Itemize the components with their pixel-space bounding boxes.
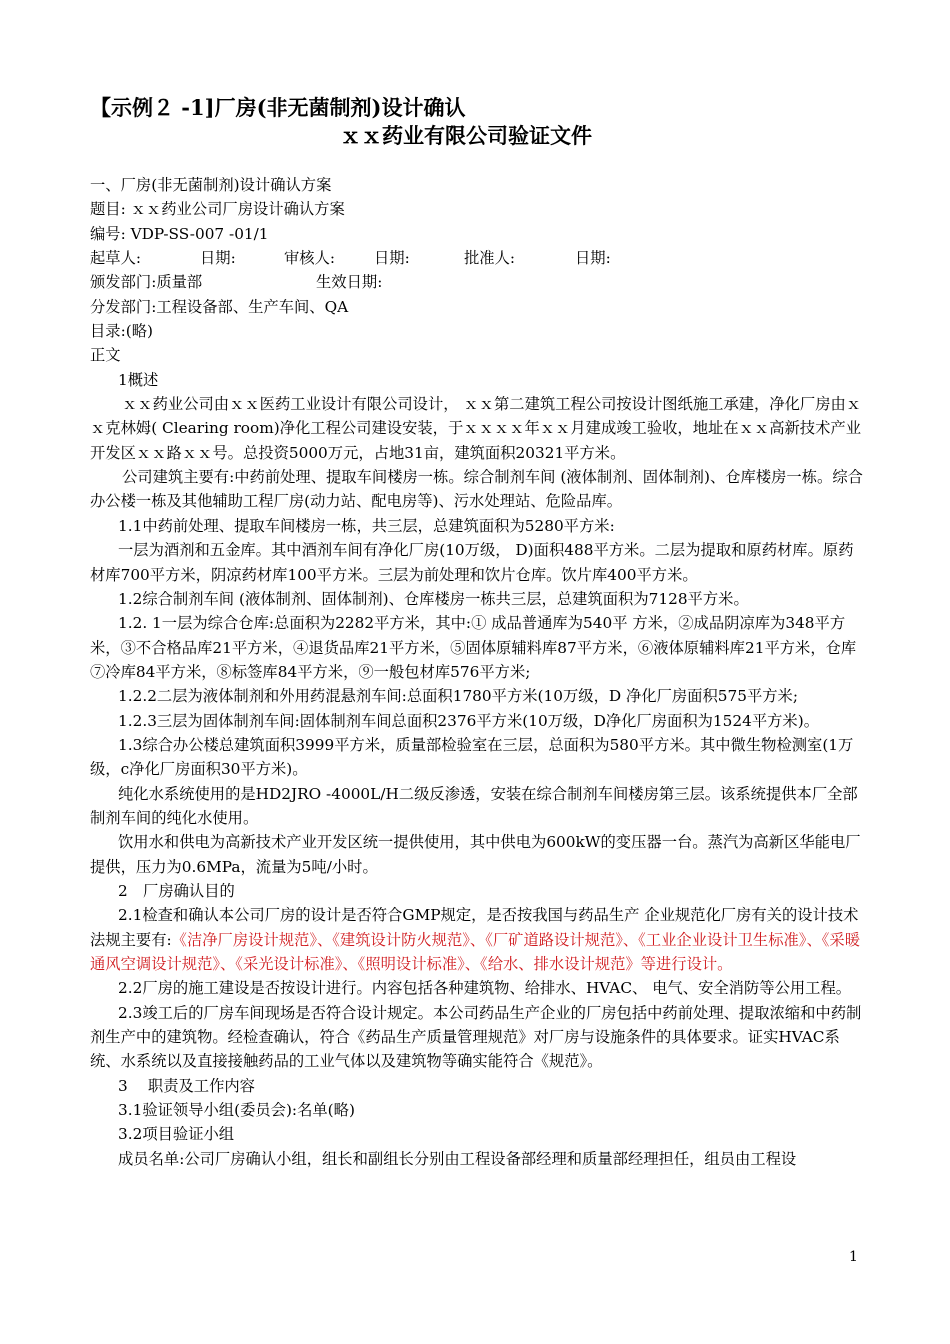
section-1-2-1: 1.2. 1一层为综合仓库:总面积为2282平方米，其中:① 成品普通库为540平 方米，②成品阴凉库为348平方米，③不合格品库21平方米，④退货品库21平方米，⑤固体原辅料库87平方米，⑥液体原辅料库21平方米，仓库⑦冷库84平方米，⑧标签库84平方米，⑨一般包材库576平方米;	[90, 614, 857, 681]
section-3-1: 3.1验证领导小组(委员会):名单(略)	[118, 1101, 355, 1120]
purpose-heading: 2 厂房确认目的	[118, 881, 235, 900]
section-1-2-2: 1.2.2二层为液体制剂和外用药混悬剂车间:总面积1780平方米(10万级，D 净化厂房面积575平方米;	[118, 687, 799, 706]
regulations-list: 《洁净厂房设计规范》、《建筑设计防火规范》、《厂矿道路设计规范》、《工业企业设计卫生标准》、《采暖通风空调设计规范》、《采光设计标准》、《照明设计标准》、《给水、排水设计规范》等进行设计。	[90, 930, 860, 973]
overview-heading: 1概述	[118, 370, 159, 389]
document-body	[90, 173, 866, 1171]
purified-water-paragraph: 纯化水系统使用的是HD2JRO -4000L/H二级反渗透，安装在综合制剂车间楼房第三层。该系统提供本厂全部制剂车间的纯化水使用。	[90, 784, 858, 827]
section-1-2: 1.2综合制剂车间 (液体制剂、固体制剂)、仓库楼房一栋共三层，总建筑面积为7128平方米。	[118, 589, 749, 608]
section-2-1-text: 2.1检查和确认本公司厂房的设计是否符合GMP规定，是否按我国与药品生产 企业规范化厂房有关的设计技术法规主要有:	[90, 906, 859, 949]
section-1-1: 1.1中药前处理、提取车间楼房一栋，共三层，总建筑面积为5280平方米:	[118, 516, 615, 535]
issuer-label: 颁发部门:质量部	[90, 273, 203, 292]
code-line: 编号: VDP-SS-007 -01/1	[90, 224, 269, 243]
overview-paragraph: ｘｘ药业公司由ｘｘ医药工业设计有限公司设计， ｘｘ第二建筑工程公司按设计图纸施工承建，净化厂房由ｘｘ克林姆( Clearing room)净化工程公司建设安装，于ｘｘｘｘ年ｘｘ月建成竣工验收，地址在ｘｘ高新技术产业开发区ｘｘ路ｘｘ号。总投资5000万元，占地31亩，建筑面积20321平方米。	[90, 395, 862, 462]
body-label: 正文	[90, 346, 121, 365]
section-2-1	[90, 903, 866, 976]
responsibilities-heading: 3 职责及工作内容	[118, 1076, 255, 1095]
members-paragraph: 成员名单:公司厂房确认小组，组长和副组长分别由工程设备部经理和质量部经理担任，组员由工程设	[118, 1149, 797, 1168]
reviewer-label: 审核人:	[284, 249, 336, 268]
section-2-2: 2.2厂房的施工建设是否按设计进行。内容包括各种建筑物、给排水、HVAC、 电气、安全消防等公用工程。	[118, 979, 852, 998]
section-1-2-3: 1.2.3三层为固体制剂车间:固体制剂车间总面积2376平方米(10万级，D净化厂房面积为1524平方米)。	[118, 711, 819, 730]
utilities-paragraph: 饮用水和供电为高新技术产业开发区统一提供使用，其中供电为600kW的变压器一台。蒸汽为高新区华能电厂提供，压力为0.6MPa，流量为5吨/小时。	[90, 833, 861, 876]
distribution-line: 分发部门:工程设备部、生产车间、QA	[90, 297, 349, 316]
section-1-1-detail: 一层为酒剂和五金库。其中酒剂车间有净化厂房(10万级， D)面积488平方米。二层为提取和原药材库。原药材库700平方米，阴凉药材库100平方米。三层为前处理和饮片仓库。饮片库400平方米。	[90, 541, 854, 584]
section-3-2: 3.2项目验证小组	[118, 1125, 235, 1144]
toc-line: 目录:(略)	[90, 322, 153, 341]
drafter-date-label: 日期:	[200, 249, 236, 268]
section-2-3: 2.3竣工后的厂房车间现场是否符合设计规定。本公司药品生产企业的厂房包括中药前处理、提取浓缩和中药制剂生产中的建筑物。经检查确认，符合《药品生产质量管理规范》对厂房与设施条件的具体要求。证实HVAC系统、水系统以及直接接触药品的工业气体以及建筑物等确实能符合《规范》。	[90, 1003, 862, 1071]
approver-date-label: 日期:	[575, 249, 611, 268]
section-heading: 一、厂房(非无菌制剂)设计确认方案	[90, 176, 332, 194]
approver-label: 批准人:	[464, 249, 516, 268]
buildings-paragraph: 公司建筑主要有:中药前处理、提取车间楼房一栋。综合制剂车间 (液体制剂、固体制剂)、仓库楼房一栋。综合办公楼一栋及其他辅助工程厂房(动力站、配电房等)、污水处理站、危险品库。	[90, 468, 863, 511]
document-title-example: 【示例２ -1]厂房(非无菌制剂)设计确认	[90, 95, 466, 120]
drafter-label: 起草人:	[90, 249, 142, 268]
document-title-company: ｘｘ药业有限公司验证文件	[340, 123, 592, 148]
section-1-3: 1.3综合办公楼总建筑面积3999平方米，质量部检验室在三层，总面积为580平方米。其中微生物检测室(1万级，c净化厂房面积30平方米)。	[90, 735, 854, 779]
page-number: 1	[849, 1249, 858, 1265]
issuer-line	[90, 270, 866, 294]
signature-line	[90, 246, 866, 270]
effective-date-label: 生效日期:	[316, 273, 383, 292]
reviewer-date-label: 日期:	[374, 249, 410, 268]
subject-line: 题目: ｘｘ药业公司厂房设计确认方案	[90, 200, 345, 219]
